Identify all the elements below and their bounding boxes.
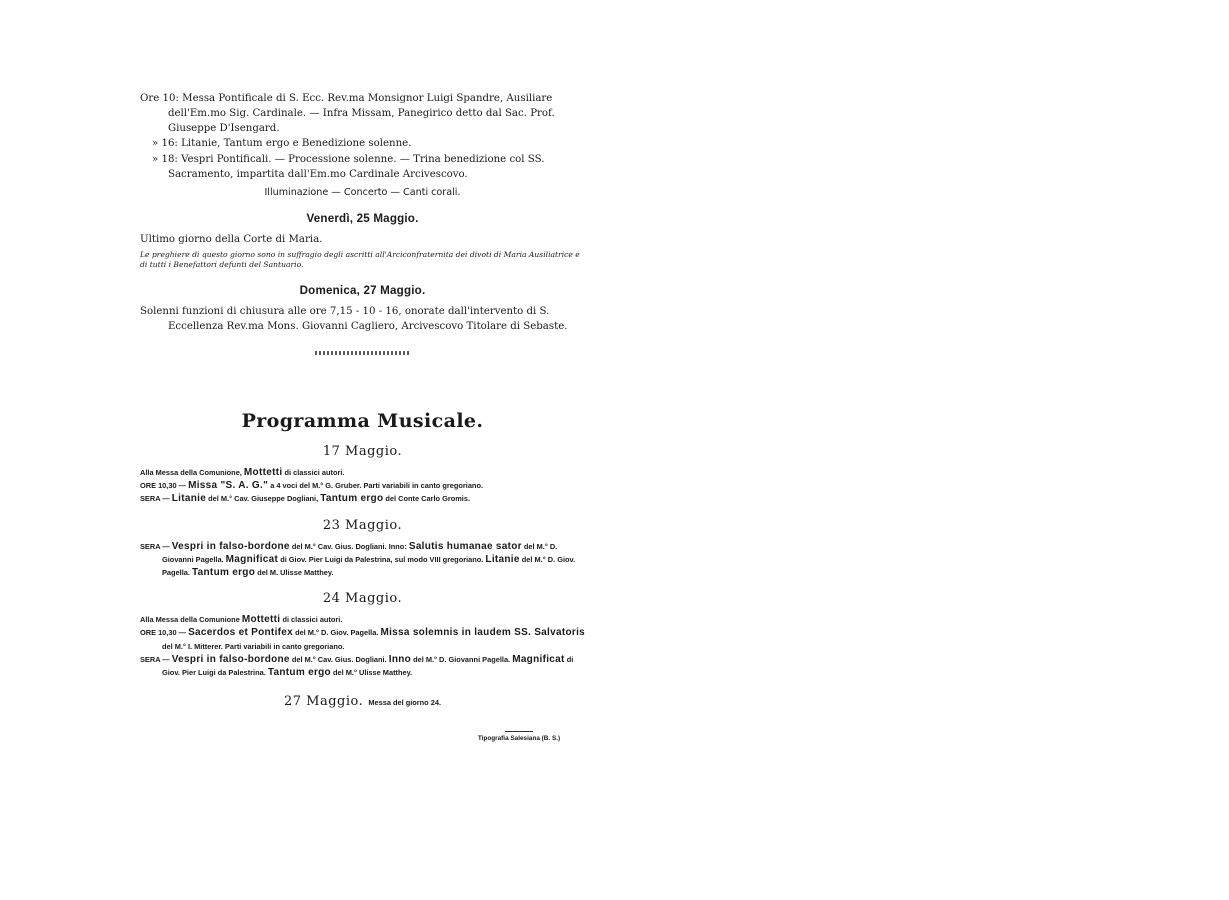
venerdi-heading: Venerdì, 25 Maggio. <box>306 211 419 225</box>
work-title: Tantum ergo <box>267 667 331 679</box>
line-text: del M.° Cav. Gius. Dogliani. <box>291 654 387 664</box>
line-text: SERA — <box>140 494 170 504</box>
printer-text: Tipografia Salesiana (B. S.) <box>477 735 561 742</box>
entry-text: Litanie, Tantum ergo e Benedizione solenne. <box>181 138 412 150</box>
line-text: del M. Ulisse Matthey. <box>257 568 334 578</box>
entry-text: Messa Pontificale di S. Ecc. Rev.ma Monsignor Luigi Spandre, Ausiliare dell'Em.mo Sig. Cardinale. — Infra Missam, Panegirico detto dal Sac. Prof. Giuseppe D'Isengard. <box>168 93 555 134</box>
work-title: Vespri in falso-bordone <box>171 653 290 665</box>
ornamental-divider <box>315 351 410 355</box>
venerdi-note: Le preghiere di questo giorno sono in suffragio degli ascritti all'Arciconfraternita dei divoti di Maria Ausiliatrice e di tutti i Benefattori defunti del Santuario. <box>140 249 580 269</box>
line-text: SERA — <box>140 654 170 664</box>
line-text: di Giov. Pier Luigi da Palestrina, sul modo VIII gregoriano. <box>280 554 484 564</box>
work-title: Inno <box>388 653 412 665</box>
work-title: Vespri in falso-bordone <box>171 540 290 552</box>
venerdi-text: Ultimo giorno della Corte di Maria. <box>140 233 323 245</box>
domenica-text: Solenni funzioni di chiusura alle ore 7,15 - 10 - 16, onorate dall'intervento di S. Eccellenza Rev.ma Mons. Giovanni Cagliero, Arcivescovo Titolare di Sebaste. <box>140 305 568 332</box>
illumination-line: Illuminazione — Concerto — Canti corali. <box>264 186 461 198</box>
work-title: Tantum ergo <box>320 493 384 505</box>
line-text: del M.° D. Giovanni Pagella. <box>162 541 558 564</box>
program-line <box>140 653 585 679</box>
line-text: di classici autori. <box>282 615 343 625</box>
work-title: Sacerdos et Pontifex <box>188 627 293 639</box>
work-title: Litanie <box>485 553 520 565</box>
program-line <box>140 540 585 580</box>
entry-time: » 18: <box>152 154 178 166</box>
day-heading: 17 Maggio. <box>322 444 403 459</box>
work-title: Missa "S. A. G." <box>188 480 269 492</box>
day-heading: 27 Maggio. <box>283 694 364 710</box>
line-text: del M.° I. Mitterer. Parti variabili in canto gregoriano. <box>162 641 345 651</box>
domenica-heading: Domenica, 27 Maggio. <box>299 283 426 297</box>
work-title: Salutis humanae sator <box>408 540 522 552</box>
printer-imprint <box>470 731 568 742</box>
line-text: ORE 10,30 — <box>140 481 187 491</box>
day-heading: 24 Maggio. <box>322 591 403 607</box>
line-text: del M.° Cav. Giuseppe Dogliani, <box>208 494 319 504</box>
work-title: Litanie <box>171 493 207 505</box>
line-text: a 4 voci del M.° G. Gruber. Parti variabili in canto gregoriano. <box>270 481 484 491</box>
program-line <box>140 479 585 492</box>
line-text: di classici autori. <box>284 468 345 477</box>
work-title: Missa solemnis in laudem SS. Salvatoris <box>380 627 586 639</box>
schedule-entry-18 <box>140 153 585 183</box>
work-title: Mottetti <box>241 614 281 626</box>
work-title: Mottetti <box>243 467 283 478</box>
program-line <box>140 613 585 626</box>
line-text: del M.° D. Giov. Pagella. <box>295 628 379 638</box>
line-text: del Conte Carlo Gromis. <box>385 494 471 504</box>
schedule-entry-16 <box>140 137 585 152</box>
day-27-line <box>140 690 585 709</box>
programma-musicale <box>140 410 585 709</box>
line-text: del M.° Ulisse Matthey. <box>333 668 413 678</box>
entry-text: Vespri Pontificali. — Processione solenne. — Trina benedizione col SS. Sacramento, impartita dall'Em.mo Cardinale Arcivescovo. <box>168 154 545 180</box>
program-line <box>140 492 585 505</box>
line-text: del M.° Cav. Gius. Dogliani. Inno: <box>291 541 407 551</box>
line-text: Alla Messa della Comunione <box>140 615 240 625</box>
work-title: Tantum ergo <box>192 567 256 579</box>
festival-schedule <box>140 92 585 355</box>
day-note: Messa del giorno 24. <box>368 698 442 708</box>
work-title: Magnificat <box>512 653 565 665</box>
line-text: Alla Messa della Comunione, <box>140 468 242 477</box>
program-line <box>140 626 585 652</box>
schedule-entry-10 <box>140 92 585 136</box>
line-text: del M.° D. Giov. Pagella. <box>162 554 576 578</box>
program-line <box>140 466 585 479</box>
line-text: del M.° D. Giovanni Pagella. <box>413 654 511 664</box>
entry-time: » 16: <box>152 138 178 150</box>
line-text: di Giov. Pier Luigi da Palestrina. <box>162 654 574 678</box>
line-text: ORE 10,30 — <box>140 628 187 638</box>
work-title: Magnificat <box>225 553 279 565</box>
line-text: SERA — <box>140 541 170 551</box>
entry-time: Ore 10: <box>140 93 179 104</box>
day-heading: 23 Maggio. <box>322 517 403 533</box>
programma-title: Programma Musicale. <box>241 410 484 432</box>
imprint-rule <box>505 731 533 732</box>
